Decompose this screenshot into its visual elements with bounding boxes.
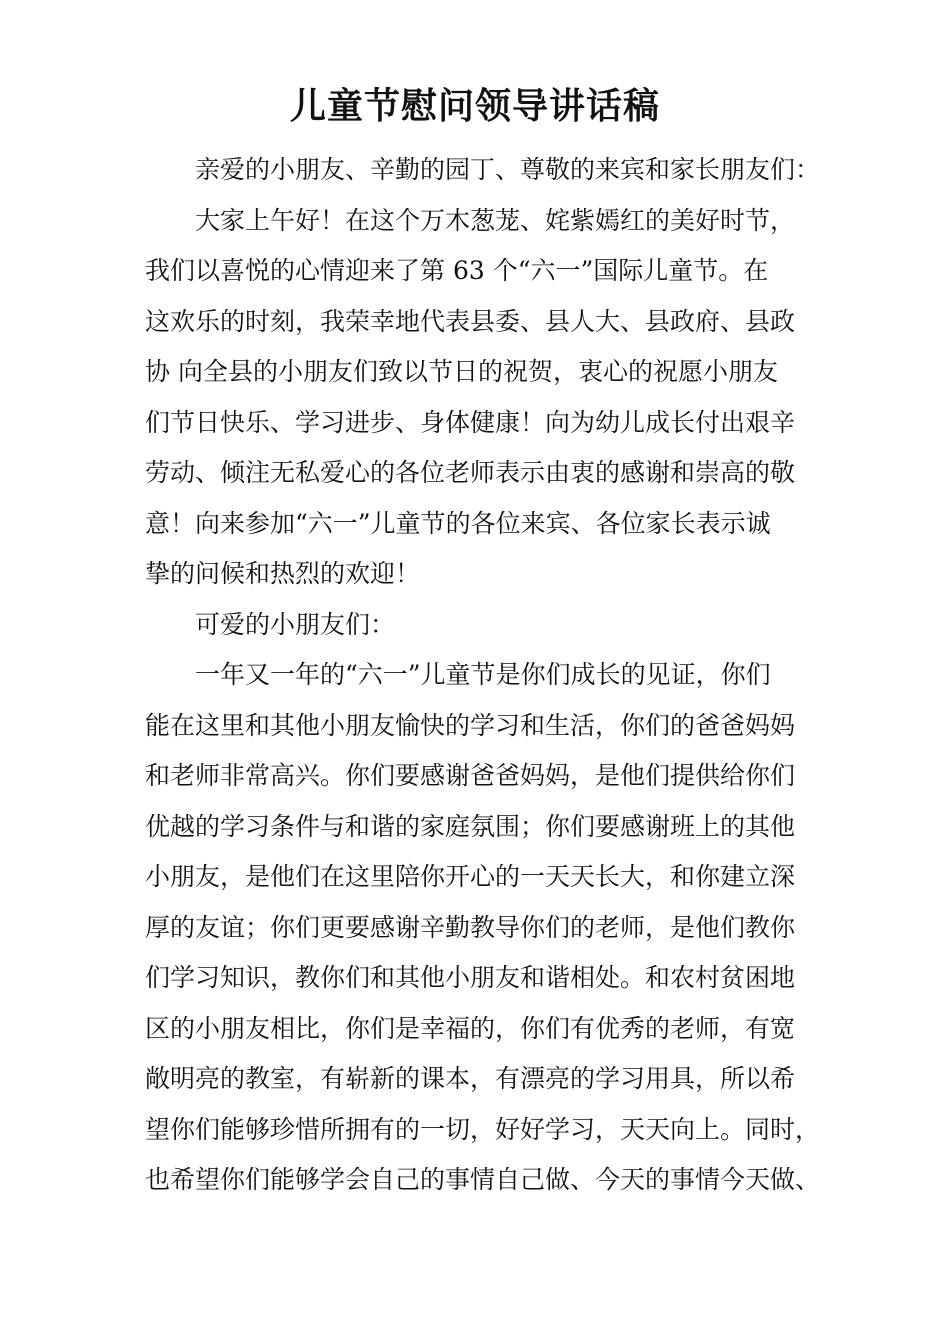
text-line: 小朋友，是他们在这里陪你开心的一天天长大，和你建立深	[145, 862, 796, 891]
text-line: 厚的友谊；你们更要感谢辛勤教导你们的老师，是他们教你	[145, 912, 796, 942]
text-line: 可爱的小朋友们：	[195, 609, 396, 639]
text-line: 区的小朋友相比，你们是幸福的，你们有优秀的老师，有宽	[145, 1013, 796, 1043]
text-line: 一年又一年的“六一”儿童节是你们成长的见证，你们	[195, 660, 771, 689]
page-title: 儿童节慰问领导讲话稿	[289, 86, 660, 127]
text-line: 意！向来参加“六一”儿童节的各位来宾、各位家长表示诚	[145, 508, 771, 538]
text-line: 我们以喜悦的心情迎来了第 63 个“六一”国际儿童节。在	[145, 256, 769, 285]
text-line: 协 向全县的小朋友们致以节日的祝贺，衷心的祝愿小朋友	[145, 357, 778, 386]
text-line: 们节日快乐、学习进步、身体健康！向为幼儿成长付出艰辛	[145, 407, 796, 437]
text-line: 和老师非常高兴。你们要感谢爸爸妈妈，是他们提供给你们	[145, 761, 796, 790]
text-line: 挚的问候和热烈的欢迎！	[145, 559, 421, 588]
text-line: 们学习知识，教你们和其他小朋友和谐相处。和农村贫困地	[145, 963, 796, 992]
text-line: 亲爱的小朋友、辛勤的园丁、尊敬的来宾和家长朋友们：	[195, 155, 821, 184]
text-line: 大家上午好！在这个万木葱茏、姹紫嫣红的美好时节，	[195, 205, 796, 235]
text-line: 这欢乐的时刻，我荣幸地代表县委、县人大、县政府、县政	[145, 306, 796, 336]
text-line: 也希望你们能够学会自己的事情自己做、今天的事情今天做、	[145, 1165, 821, 1194]
text-line: 望你们能够珍惜所拥有的一切，好好学习，天天向上。同时，	[145, 1114, 821, 1144]
text-line: 劳动、倾注无私爱心的各位老师表示由衷的感谢和崇高的敬	[145, 458, 796, 487]
document-body	[145, 145, 825, 1206]
text-line: 敞明亮的教室，有崭新的课本，有漂亮的学习用具，所以希	[145, 1064, 796, 1093]
text-line: 能在这里和其他小朋友愉快的学习和生活，你们的爸爸妈妈	[145, 710, 796, 740]
text-line: 优越的学习条件与和谐的家庭氛围；你们要感谢班上的其他	[145, 811, 796, 841]
